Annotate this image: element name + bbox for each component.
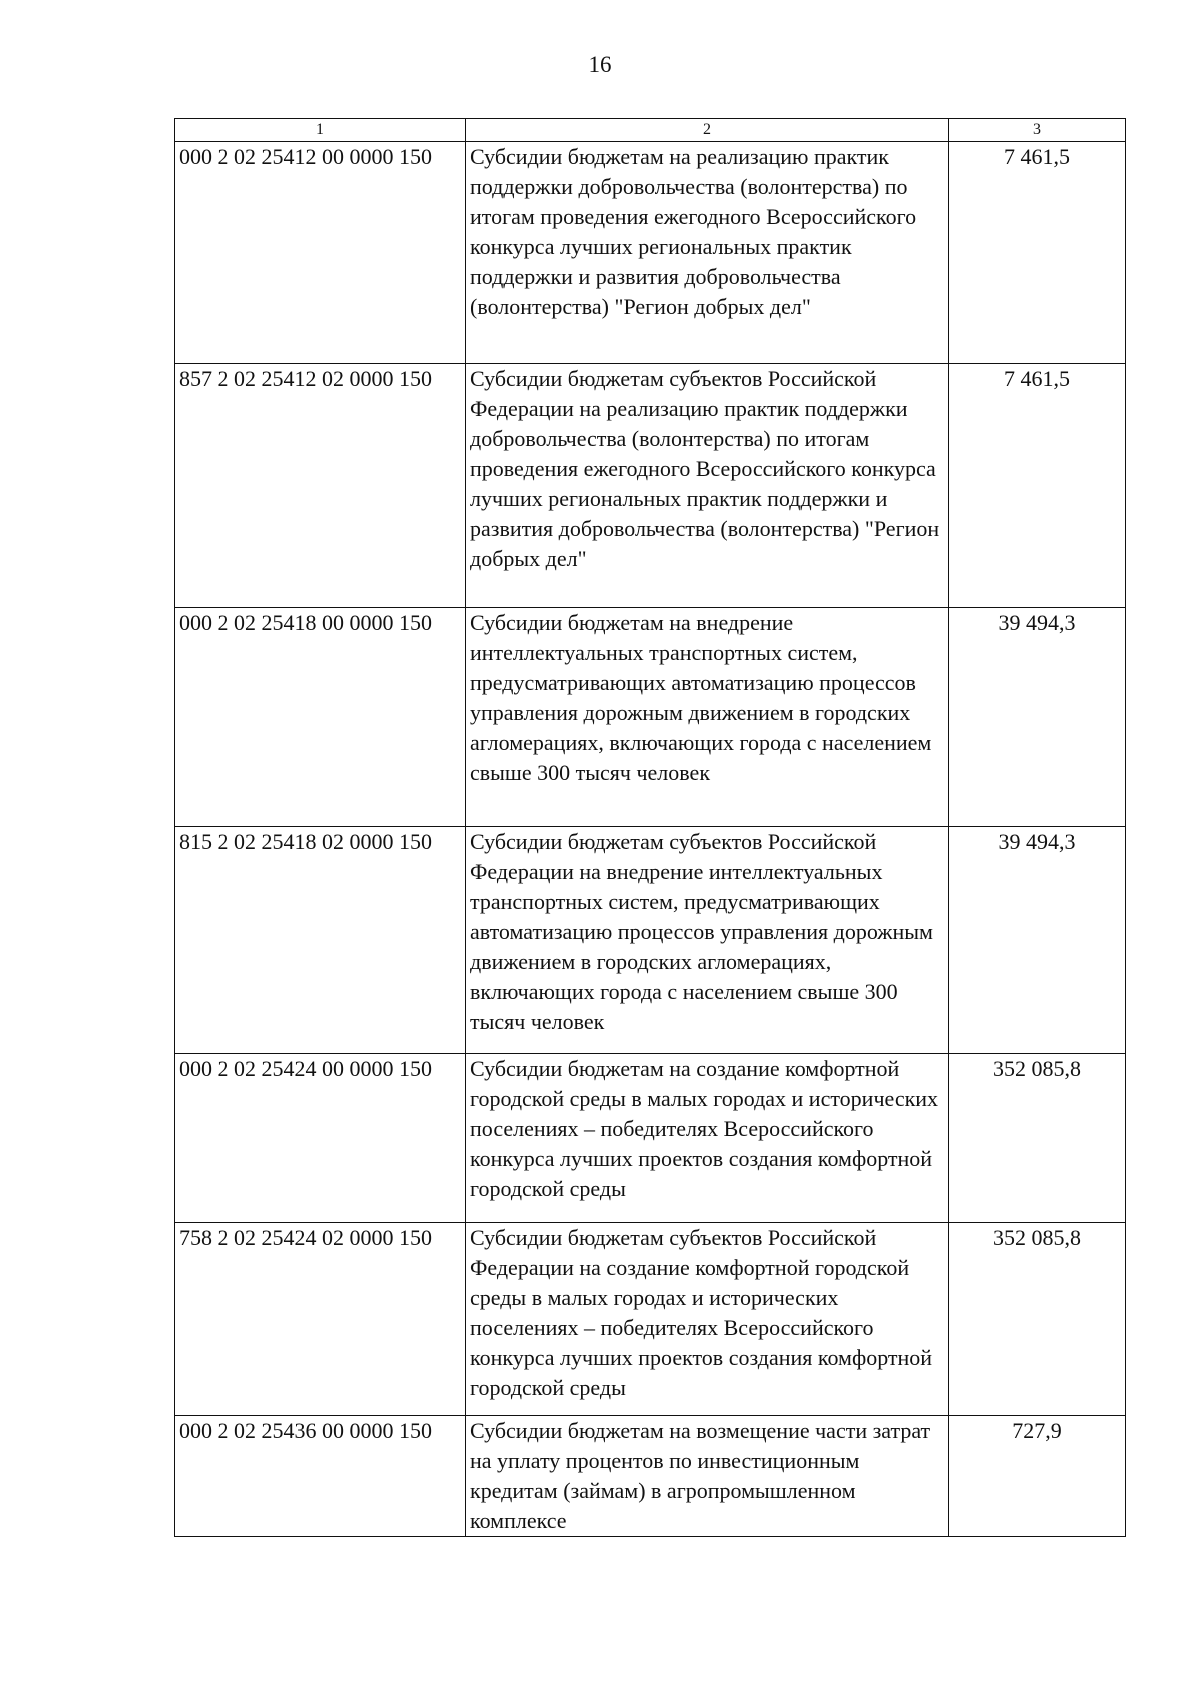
amount-cell: 727,9 [949, 1416, 1126, 1537]
revenue-name-cell: Субсидии бюджетам на создание комфортной городской среды в малых городах и исторических поселениях – победителях Всероссийского конкурса лучших проектов создания комфортной городской среды [466, 1054, 949, 1223]
amount-cell: 39 494,3 [949, 827, 1126, 1054]
revenue-name-cell: Субсидии бюджетам на внедрение интеллектуальных транспортных систем, предусматривающих автоматизацию процессов управления дорожным движением в городских агломерациях, включающих города с населением свыше 300 тысяч человек [466, 608, 949, 827]
budget-revenue-table [174, 118, 1126, 1537]
table-row [175, 1054, 1126, 1223]
table-row [175, 142, 1126, 364]
column-header-amount: 3 [949, 119, 1126, 142]
revenue-name-cell: Субсидии бюджетам субъектов Российской Федерации на внедрение интеллектуальных транспортных систем, предусматривающих автоматизацию процессов управления дорожным движением в городских агломерациях, включающих города с населением свыше 300 тысяч человек [466, 827, 949, 1054]
budget-code-cell: 758 2 02 25424 02 0000 150 [175, 1223, 466, 1416]
budget-code-cell: 815 2 02 25418 02 0000 150 [175, 827, 466, 1054]
amount-cell: 7 461,5 [949, 364, 1126, 608]
table-row [175, 827, 1126, 1054]
revenue-name-cell: Субсидии бюджетам субъектов Российской Федерации на создание комфортной городской среды в малых городах и исторических поселениях – победителях Всероссийского конкурса лучших проектов создания комфортной городской среды [466, 1223, 949, 1416]
amount-cell: 352 085,8 [949, 1223, 1126, 1416]
revenue-name-cell: Субсидии бюджетам субъектов Российской Федерации на реализацию практик поддержки добровольчества (волонтерства) по итогам проведения ежегодного Всероссийского конкурса лучших региональных практик поддержки и развития добровольчества (волонтерства) "Регион добрых дел" [466, 364, 949, 608]
column-header-name: 2 [466, 119, 949, 142]
amount-cell: 352 085,8 [949, 1054, 1126, 1223]
budget-code-cell: 000 2 02 25412 00 0000 150 [175, 142, 466, 364]
table-header-row [175, 119, 1126, 142]
table-row [175, 1416, 1126, 1537]
column-header-code: 1 [175, 119, 466, 142]
amount-cell: 39 494,3 [949, 608, 1126, 827]
table-row [175, 608, 1126, 827]
table-row [175, 1223, 1126, 1416]
revenue-name-cell: Субсидии бюджетам на возмещение части затрат на уплату процентов по инвестиционным кредитам (займам) в агропромышленном комплексе [466, 1416, 949, 1537]
amount-cell: 7 461,5 [949, 142, 1126, 364]
budget-code-cell: 857 2 02 25412 02 0000 150 [175, 364, 466, 608]
budget-code-cell: 000 2 02 25418 00 0000 150 [175, 608, 466, 827]
budget-code-cell: 000 2 02 25436 00 0000 150 [175, 1416, 466, 1537]
budget-code-cell: 000 2 02 25424 00 0000 150 [175, 1054, 466, 1223]
page-number: 16 [588, 52, 612, 77]
revenue-name-cell: Субсидии бюджетам на реализацию практик поддержки добровольчества (волонтерства) по итогам проведения ежегодного Всероссийского конкурса лучших региональных практик поддержки и развития добровольчества (волонтерства) "Регион добрых дел" [466, 142, 949, 364]
table-row [175, 364, 1126, 608]
